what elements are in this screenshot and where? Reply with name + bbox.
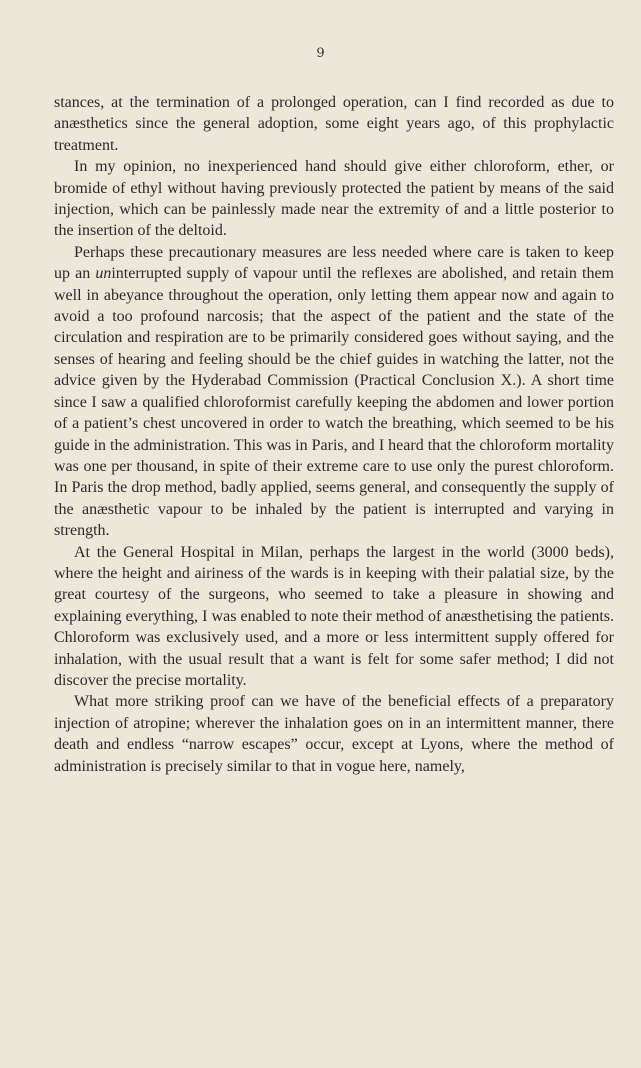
italic-text: un: [95, 265, 112, 283]
paragraph: [54, 691, 614, 777]
paragraph-text: interrupted supply of vapour until the reflexes are abolished, and retain them well in abeyance throughout the operation, only letting them appear now and again to avoid a too profound narcosis; that the aspect of the patient and the state of the circulation and respiration are to be primarily considered goes without saying, and the senses of hearing and feeling should be the chief guides in watching the latter, not the advice given by the Hyderabad Commission (Practical Conclusion X.). A short time since I saw a qualified chloroformist carefully keeping the abdomen and lower portion of a patient’s chest uncovered in order to watch the breathing, which seemed to be his guide in the administration. This was in Paris, and I heard that the chloroform mortality was one per thousand, in spite of their extreme care to use only the purest chloroform. In Paris the drop method, badly applied, seems general, and consequently the supply of the anæsthetic vapour to be inhaled by the patient is interrupted and varying in strength.: [54, 265, 614, 540]
paragraph: [54, 156, 614, 242]
page-number: 9: [316, 46, 325, 61]
paragraph: [54, 92, 614, 156]
paragraph-text: stances, at the termination of a prolonged operation, can I find recorded as due to anæsthetics since the general adoption, some eight years ago, of this prophylactic treatment.: [54, 94, 614, 154]
paragraph-text: What more striking proof can we have of the beneficial effects of a preparatory injection of atropine; wherever the inhalation goes on in an intermittent manner, there death and endless “narrow escapes” occur, except at Lyons, where the method of administration is precisely similar to that in vogue here, namely,: [54, 693, 614, 775]
body-text: [54, 92, 614, 777]
paragraph: [54, 542, 614, 692]
paragraph-text: At the General Hospital in Milan, perhaps the largest in the world (3000 beds), where the height and airiness of the wards is in keeping with their palatial size, by the great courtesy of the surgeons, who seemed to take a pleasure in showing and explaining everything, I was enabled to note their method of anæsthetising the patients. Chloroform was exclusively used, and a more or less intermittent supply offered for inhalation, with the usual result that a want is felt for some safer method; I did not discover the precise mortality.: [54, 543, 614, 689]
paragraph-text: Perhaps these precautionary measures are less needed where care is taken to keep up an: [54, 243, 614, 283]
paragraph-text: In my opinion, no inexperienced hand should give either chloroform, ether, or bromide of ethyl without having previously protected the patient by means of the said injection, which can be painlessly made near the extremity of and a little posterior to the insertion of the deltoid.: [54, 158, 614, 240]
paragraph: [54, 242, 614, 542]
